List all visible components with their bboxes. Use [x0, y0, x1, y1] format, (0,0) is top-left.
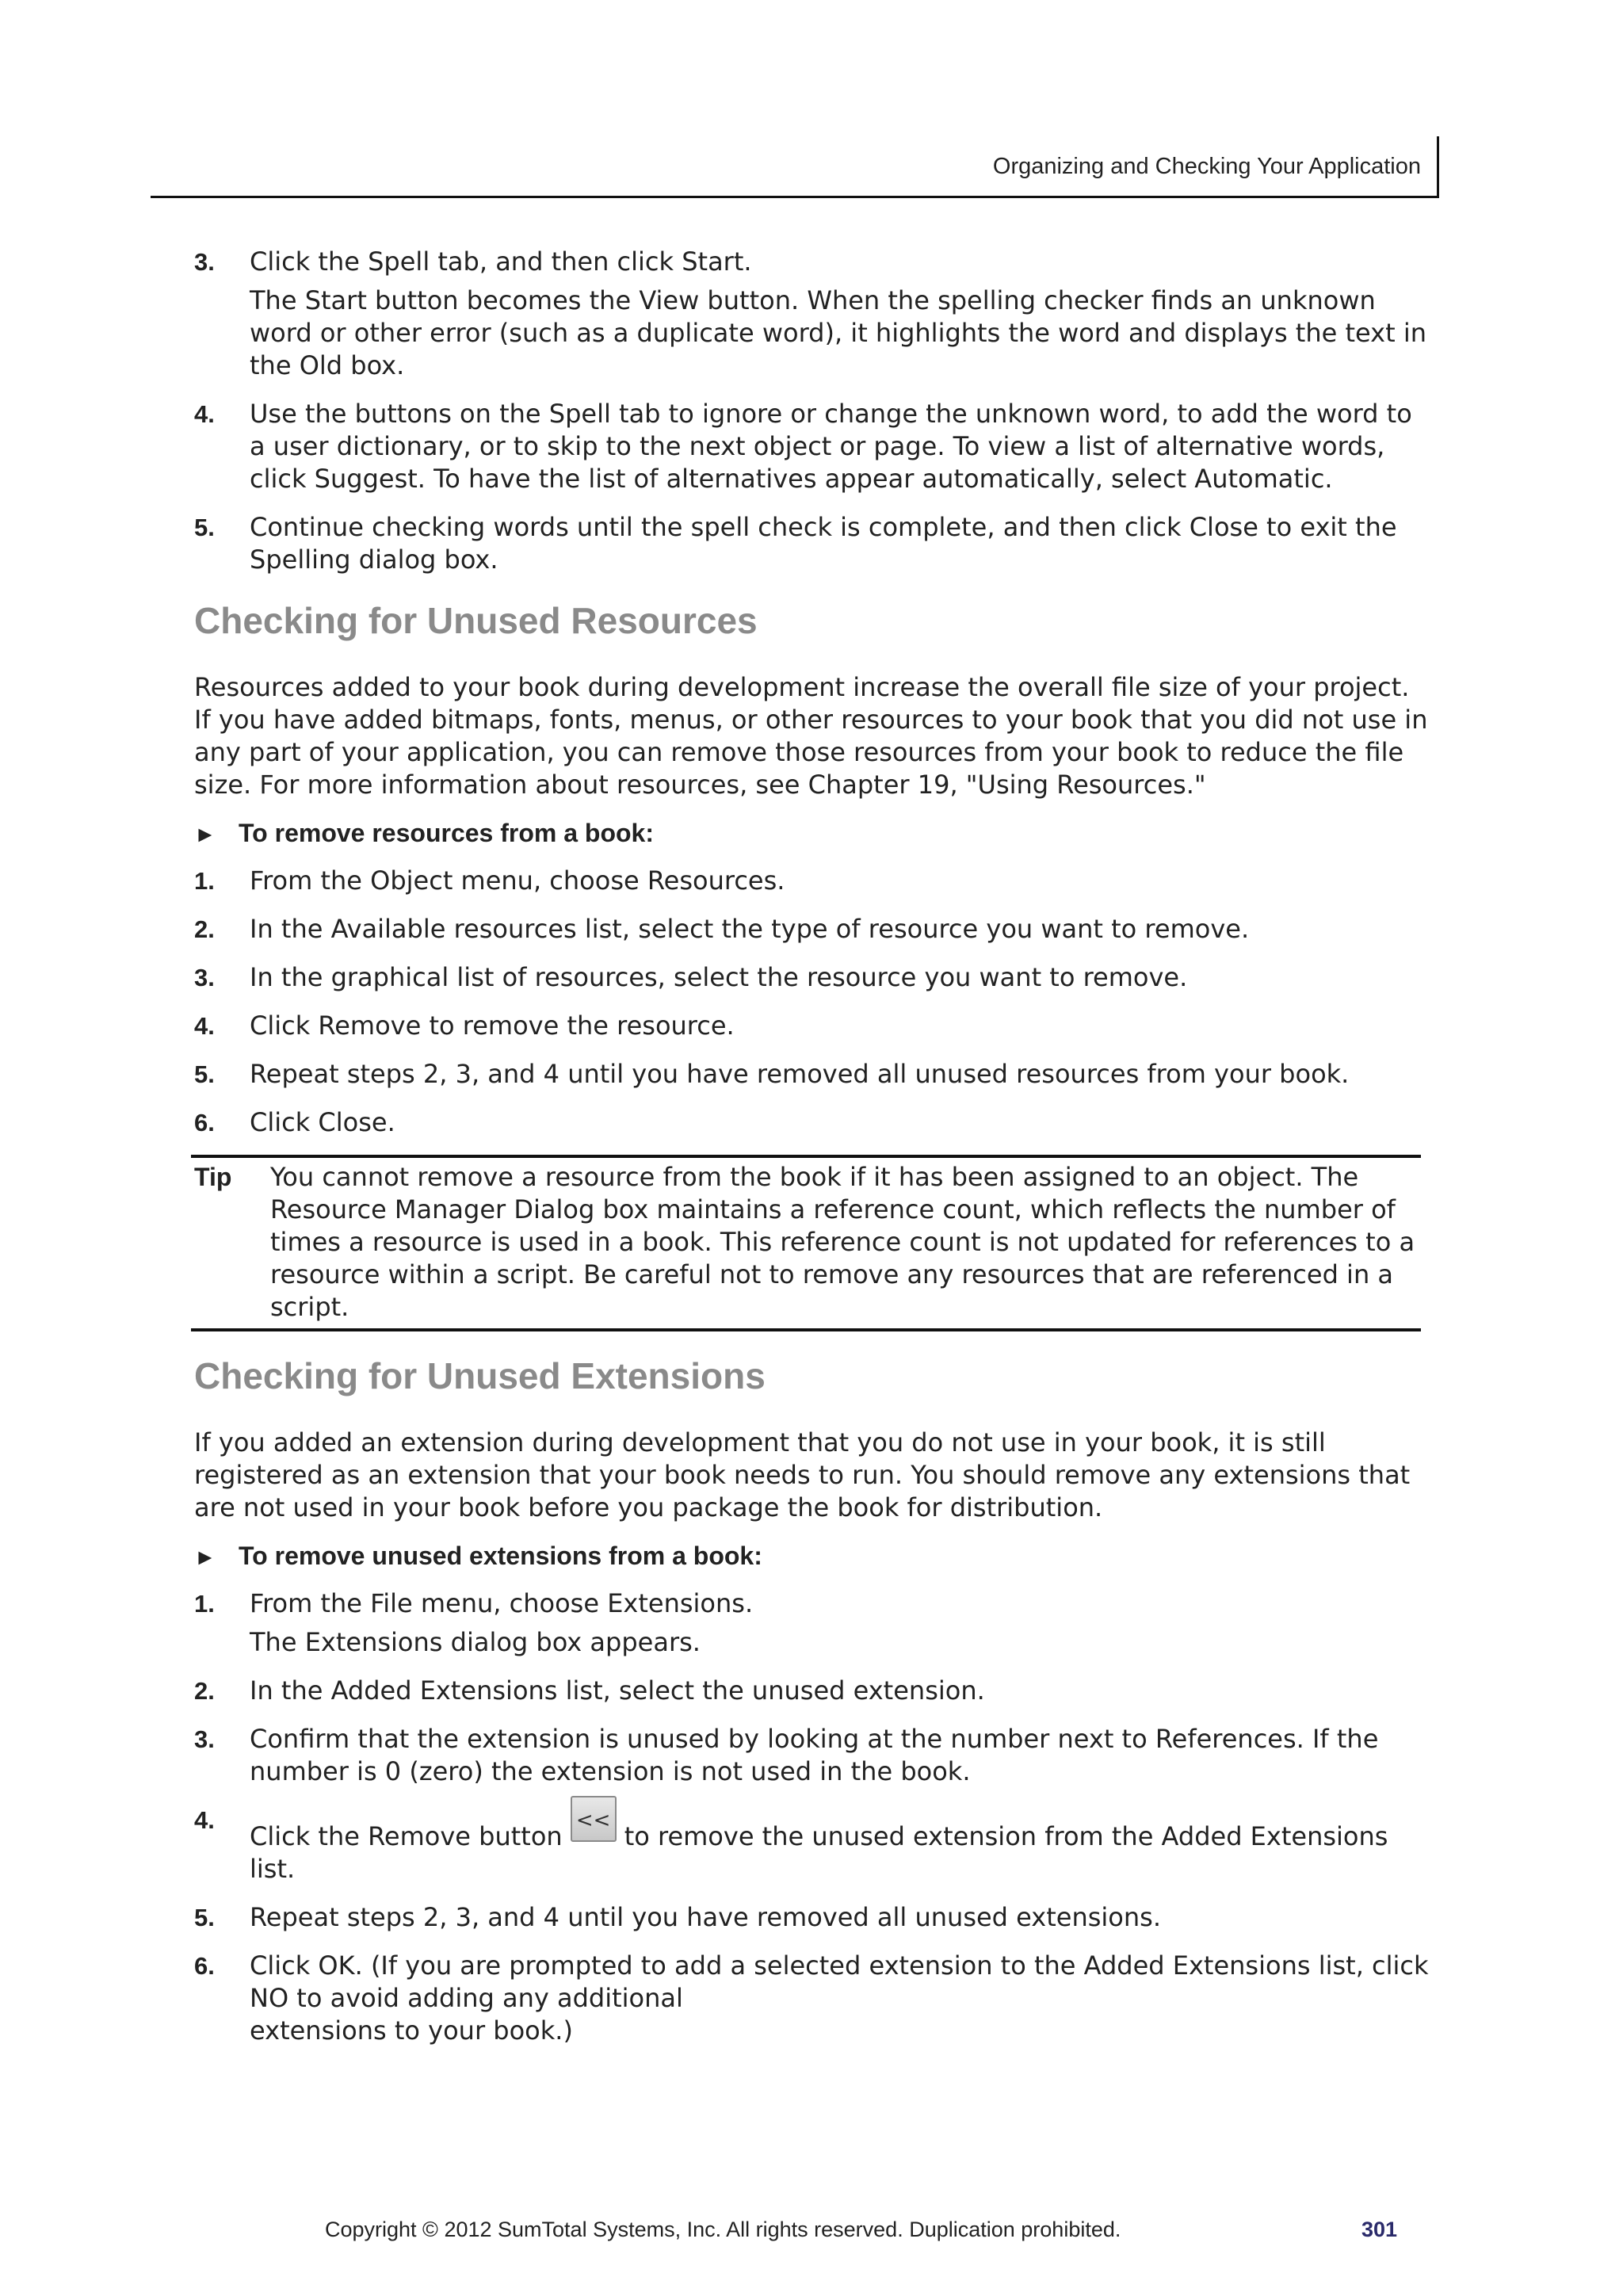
step-text: From the File menu, choose Extensions. [250, 1588, 754, 1618]
extension-step [194, 1723, 1430, 1788]
double-chevron-left-icon: << [575, 1809, 611, 1832]
step-text: Click the Spell tab, and then click Start. [250, 246, 752, 277]
spell-step [194, 398, 1430, 495]
resource-step [194, 1106, 1430, 1139]
step-text: Repeat steps 2, 3, and 4 until you have removed all unused extensions. [250, 1902, 1161, 1932]
resource-step [194, 1010, 1430, 1042]
resource-step [194, 1058, 1430, 1091]
step-text: Click Remove to remove the resource. [250, 1010, 735, 1041]
step-text: Confirm that the extension is unused by looking at the number next to References. If the number is 0 (zero) the extension is not used in the book. [250, 1724, 1379, 1786]
extension-step [194, 1587, 1430, 1620]
step-number: 5. [194, 1060, 215, 1088]
step-text: Continue checking words until the spell check is complete, and then click Close to exit the Spelling dialog box. [250, 512, 1397, 575]
step-number: 5. [194, 514, 215, 541]
arrow-right-icon: ► [194, 822, 216, 846]
extension-step [194, 1901, 1430, 1934]
extension-step [194, 1950, 1430, 2047]
step-text: Repeat steps 2, 3, and 4 until you have removed all unused resources from your book. [250, 1059, 1350, 1089]
step-text-after: to remove the unused extension from the Added Extensions list. [250, 1821, 1388, 1884]
step-number: 2. [194, 915, 215, 943]
step-text: Click Close. [250, 1107, 395, 1137]
step-number: 3. [194, 964, 215, 991]
step-text-continued: extensions to your book.) [250, 2015, 573, 2046]
header-title: Organizing and Checking Your Application [992, 154, 1421, 179]
resource-step [194, 913, 1430, 946]
step-text: In the Available resources list, select the type of resource you want to remove. [250, 914, 1250, 944]
step-number: 6. [194, 1952, 215, 1980]
remove-button-image [571, 1796, 617, 1842]
step-number: 4. [194, 1012, 215, 1040]
step-note: The Extensions dialog box appears. [250, 1627, 701, 1657]
procedure-title: To remove unused extensions from a book: [239, 1541, 762, 1570]
extension-step [194, 1804, 1430, 1885]
copyright-notice: Copyright © 2012 SumTotal Systems, Inc. All rights reserved. Duplication prohibited. [325, 2218, 1121, 2241]
step-number: 6. [194, 1109, 215, 1137]
step-text: Click OK. (If you are prompted to add a selected extension to the Added Extensions list, click NO to avoid adding any additional [250, 1950, 1429, 2013]
extensions-intro: If you added an extension during development that you do not use in your book, it is still registered as an extension that your book needs to run. You should remove any extensions that are not used in your book before you package the book for distribution. [194, 1427, 1411, 1522]
page-number: 301 [1361, 2218, 1398, 2241]
section-heading-resources: Checking for Unused Resources [194, 600, 758, 641]
tip-text: You cannot remove a resource from the book if it has been assigned to an object. The Resource Manager Dialog box maintains a reference count, which reflects the number of times a resource is used in a book. This reference count is not updated for references to a resource within a script. Be careful not to remove any resources that are referenced in a script. [270, 1162, 1415, 1322]
step-text: From the Object menu, choose Resources. [250, 865, 785, 896]
step-text: In the graphical list of resources, select the resource you want to remove. [250, 962, 1188, 992]
step-number: 1. [194, 867, 215, 895]
resource-step [194, 865, 1430, 897]
page-content [194, 246, 1430, 2063]
arrow-right-icon: ► [194, 1545, 216, 1569]
tip-box [191, 1155, 1421, 1331]
procedure-heading-extensions [194, 1540, 1430, 1573]
step-number: 3. [194, 1725, 215, 1753]
step-note: The Start button becomes the View button. When the spelling checker finds an unknown word or other error (such as a duplicate word), it highlights the word and displays the text in the Old box. [250, 285, 1426, 380]
running-header [151, 136, 1439, 198]
resource-step [194, 961, 1430, 994]
step-text: In the Added Extensions list, select the unused extension. [250, 1675, 985, 1706]
step-text-before: Click the Remove button [250, 1821, 563, 1851]
procedure-heading-resources [194, 817, 1430, 850]
step-number: 3. [194, 248, 215, 276]
section-heading-extensions: Checking for Unused Extensions [194, 1355, 766, 1396]
spell-step [194, 511, 1430, 576]
step-number: 4. [194, 400, 215, 428]
step-number: 1. [194, 1590, 215, 1618]
procedure-title: To remove resources from a book: [239, 819, 654, 847]
step-text: Use the buttons on the Spell tab to ignore or change the unknown word, to add the word to a user dictionary, or to skip to the next object or page. To view a list of alternative words, click Suggest. To have the list of alternatives appear automatically, select Automatic. [250, 399, 1412, 494]
step-number: 5. [194, 1904, 215, 1931]
extension-step [194, 1675, 1430, 1707]
spell-step [194, 246, 1430, 278]
tip-label: Tip [194, 1163, 232, 1191]
step-number: 2. [194, 1677, 215, 1705]
step-number: 4. [194, 1806, 215, 1834]
resources-intro: Resources added to your book during development increase the overall file size of your project. If you have added bitmaps, fonts, menus, or other resources to your book that you did not use in any part of your application, you can remove those resources from your book to reduce the file size. For more information about resources, see Chapter 19, "Using Resources." [194, 672, 1428, 800]
